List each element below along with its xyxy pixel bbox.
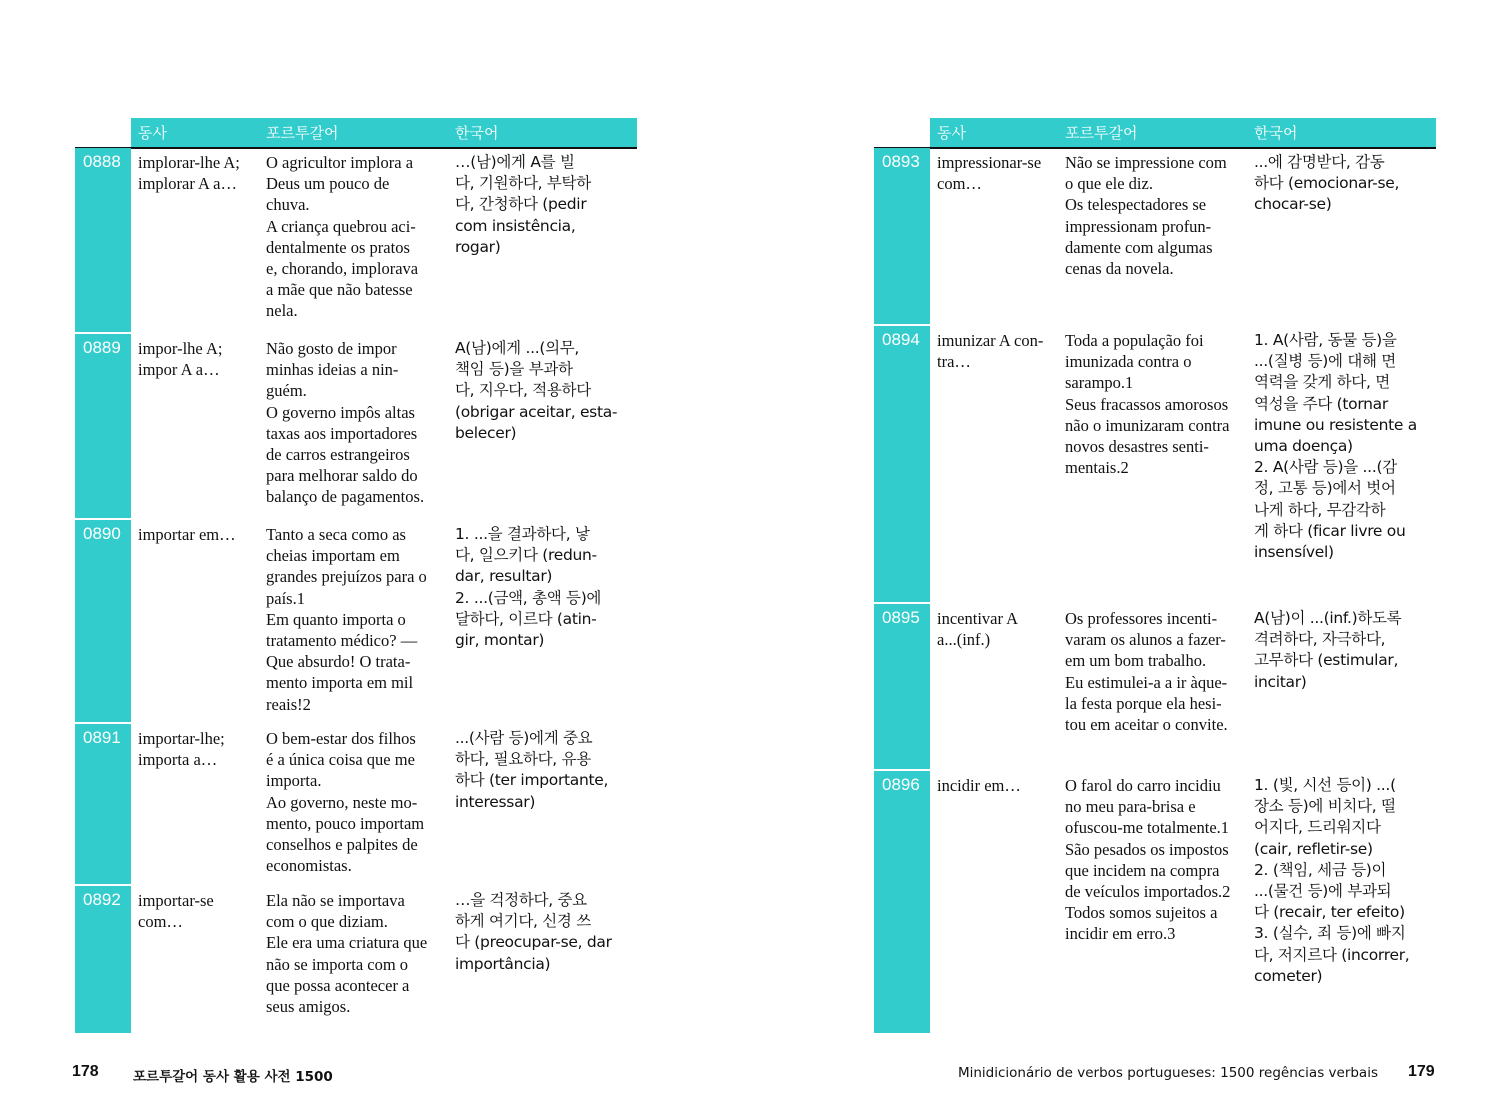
entry-number: 0895: [874, 604, 930, 769]
entry-verb: incidir em…: [937, 776, 1021, 795]
entry-number: 0890: [75, 520, 131, 722]
header-portuguese: 포르투갈어: [1065, 124, 1138, 142]
entry-verb: incentivar A a...(inf.): [937, 609, 1019, 650]
header-portuguese: 포르투갈어: [266, 124, 339, 142]
entry-portuguese-example: Tanto a seca como as cheias importam em grandes prejuízos para o país.1 Em quanto importa o tratamento médico? — Que absurdo! O trata- mento importa em mil reais!2: [266, 525, 427, 714]
entry-portuguese-example: Não gosto de impor minhas ideias a nin- guém. O governo impôs altas taxas aos importadores de carros estrangeiros para melhorar saldo do balanço de pagamentos.: [266, 339, 425, 507]
entry-korean-meaning: 1. A(사람, 동물 등)을 ...(질병 등)에 대해 면 역력을 갖게 하다, 면 역성을 주다 (tornar imune ou resistente a uma doença) 2. A(사람 등)을 ...(감 정, 고통 등)에서 벗어 나게 하다, 무감각하 게 하다 (ficar livre ou insensível): [1254, 331, 1417, 562]
entry-number: 0889: [75, 334, 131, 518]
header-korean: 한국어: [1254, 124, 1298, 142]
entry-row: [75, 724, 637, 884]
entry-korean-meaning: 1. ...을 결과하다, 낳 다, 일으키다 (redun- dar, resultar) 2. ...(금액, 총액 등)에 달하다, 이르다 (atin- gir, montar): [455, 525, 602, 650]
entry-row: [75, 520, 637, 722]
entry-korean-meaning: A(남)에게 ...(의무, 책임 등)을 부과하 다, 지우다, 적용하다 (obrigar aceitar, esta- belecer): [455, 339, 618, 442]
entry-row: [75, 148, 637, 332]
right-running-title: Minidicionário de verbos portugueses: 1500 regências verbais: [957, 1065, 1378, 1081]
entry-verb: importar-lhe; importa a…: [138, 729, 225, 770]
header-verb: 동사: [138, 124, 167, 142]
entry-verb: impor-lhe A; impor A a…: [138, 339, 223, 380]
left-page-number: 178: [72, 1063, 99, 1080]
entry-verb: importar em…: [138, 525, 236, 544]
entry-row: [75, 886, 637, 1033]
entry-number: 0894: [874, 326, 930, 602]
entry-number: 0893: [874, 148, 930, 324]
entry-verb: impressionar-se com…: [937, 153, 1042, 194]
entry-portuguese-example: O agricultor implora a Deus um pouco de chuva. A criança quebrou aci- dentalmente os pratos e, chorando, implorava a mãe que não batesse nela.: [266, 153, 419, 321]
entry-korean-meaning: …(남)에게 A를 빌 다, 기원하다, 부탁하 다, 간청하다 (pedir com insistência, rogar): [455, 153, 591, 256]
entry-verb: implorar-lhe A; implorar A a…: [138, 153, 240, 194]
entry-row: [874, 326, 1436, 602]
entry-verb: imunizar A con- tra…: [937, 331, 1044, 372]
entry-number: 0888: [75, 148, 131, 332]
header-korean: 한국어: [455, 124, 499, 142]
entry-portuguese-example: Ela não se importava com o que diziam. Ele era uma criatura que não se importa com o que possa acontecer a seus amigos.: [266, 891, 428, 1017]
entry-number: 0892: [75, 886, 131, 1033]
entry-portuguese-example: Toda a população foi imunizada contra o sarampo.1 Seus fracassos amorosos não o imunizaram contra novos desastres senti- mentais.2: [1065, 331, 1230, 478]
header-verb: 동사: [937, 124, 966, 142]
entry-number: 0896: [874, 771, 930, 1033]
entry-korean-meaning: 1. (빛, 시선 등이) ...( 장소 등)에 비치다, 떨 어지다, 드리워지다 (cair, refletir-se) 2. (책임, 세금 등)이 ...(물건 등)에 부과되 다 (recair, ter efeito) 3. (실수, 죄 등)에 빠지 다, 저지르다 (incorrer, cometer): [1254, 776, 1410, 985]
entry-verb: importar-se com…: [138, 891, 214, 932]
entry-korean-meaning: ...에 감명받다, 감동 하다 (emocionar-se, chocar-se): [1254, 153, 1400, 214]
entry-row: [75, 334, 637, 518]
entry-row: [874, 771, 1436, 1033]
left-running-title: 포르투갈어 동사 활용 사전 1500: [133, 1069, 333, 1085]
right-page-number: 179: [1408, 1063, 1435, 1080]
entry-portuguese-example: Não se impressione com o que ele diz. Os telespectadores se impressionam profun- damente com algumas cenas da novela.: [1065, 153, 1227, 279]
entry-row: [874, 604, 1436, 769]
entry-korean-meaning: A(남)이 ...(inf.)하도록 격려하다, 자극하다, 고무하다 (estimular, incitar): [1254, 609, 1402, 691]
table-header: [930, 118, 1436, 147]
entry-portuguese-example: O bem-estar dos filhos é a única coisa que me importa. Ao governo, neste mo- mento, pouco importam conselhos e palpites de economistas.: [266, 729, 425, 876]
entry-row: [874, 148, 1436, 324]
entry-korean-meaning: ...(사람 등)에게 중요 하다, 필요하다, 유용 하다 (ter importante, interessar): [455, 729, 609, 811]
entry-portuguese-example: Os professores incenti- varam os alunos a fazer- em um bom trabalho. Eu estimulei-a a ir àque- la festa porque ela hesi- tou em aceitar o convite.: [1065, 609, 1228, 735]
table-header: [131, 118, 637, 147]
entry-korean-meaning: …을 걱정하다, 중요 하게 여기다, 신경 쓰 다 (preocupar-se, dar importância): [455, 891, 612, 973]
entry-number: 0891: [75, 724, 131, 884]
entry-portuguese-example: O farol do carro incidiu no meu para-brisa e ofuscou-me totalmente.1 São pesados os impostos que incidem na compra de veículos importados.2 Todos somos sujeitos a incidir em erro.3: [1065, 776, 1231, 944]
